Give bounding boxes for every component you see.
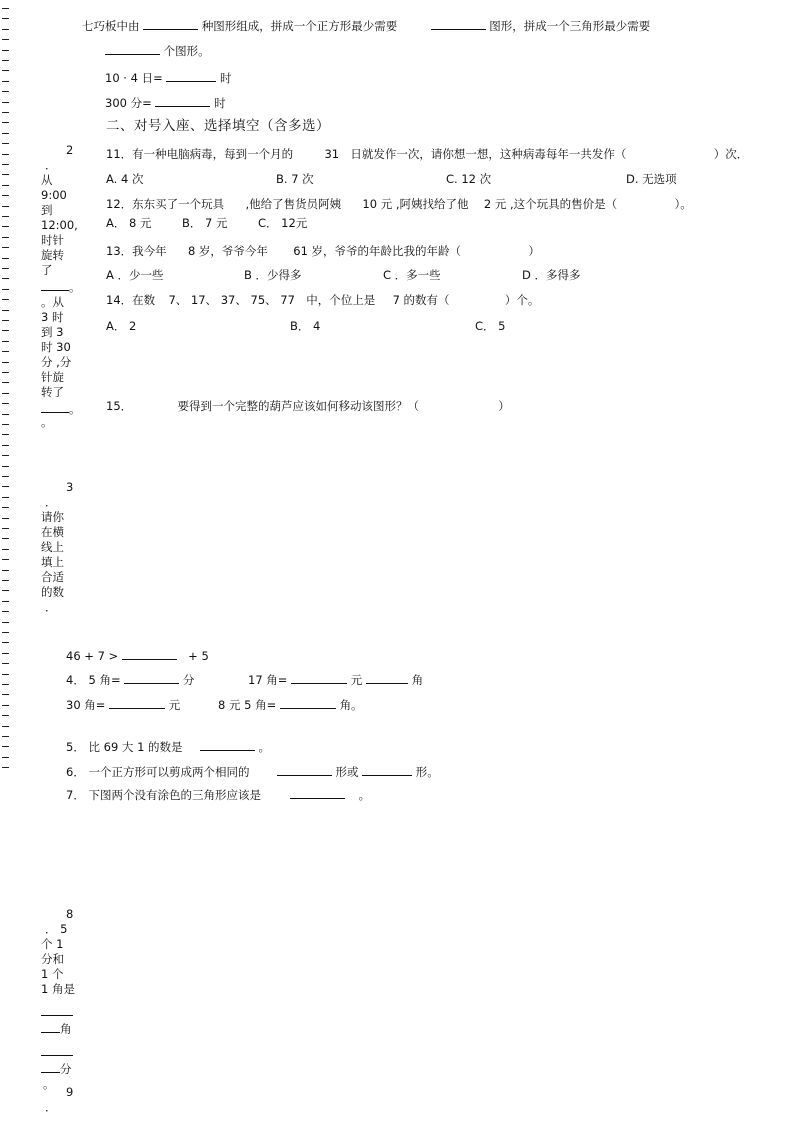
q4-text-b: 17 角=: [248, 673, 288, 687]
q14-question: [106, 293, 539, 307]
margin-dash: [2, 81, 9, 82]
margin-dash: [2, 206, 9, 207]
q3-compare: [66, 647, 209, 663]
q2-line: 。从: [41, 295, 64, 309]
q2-blank-hour: [41, 278, 81, 295]
q14-text-e: ）个。: [504, 293, 540, 307]
margin-dash: [2, 299, 9, 300]
q12-option-a[interactable]: A． 8 元: [106, 216, 152, 230]
q3-line: 填上: [41, 555, 64, 569]
q2-period: 。: [69, 280, 81, 294]
q13-text-c: 61 岁，爷爷的年龄比我的年龄（: [293, 244, 462, 258]
margin-dash: [2, 258, 9, 259]
margin-dash: [2, 91, 9, 92]
margin-dash: [2, 50, 9, 51]
q4-blank-yuan-2[interactable]: [109, 696, 165, 709]
margin-dash: [2, 122, 9, 123]
q8-fen-row: [41, 1060, 75, 1077]
margin-dash: [2, 102, 9, 103]
q5-blank[interactable]: [200, 738, 255, 751]
days-text: 10 · 4 日=: [105, 71, 163, 85]
q7-question: [66, 786, 370, 802]
margin-dash: [2, 18, 9, 19]
q2-line: 转了: [41, 385, 64, 399]
margin-dash: [2, 70, 9, 71]
q6-question: [66, 763, 439, 779]
q8-number: 8: [66, 907, 74, 921]
q4-unit-jiao: 角: [411, 673, 424, 687]
margin-dash: [2, 8, 9, 9]
q5-text: 5． 比 69 大 1 的数是: [66, 740, 183, 754]
margin-dash: [2, 414, 9, 415]
margin-dash: [2, 195, 9, 196]
q3-dot: ．: [45, 600, 57, 614]
q6-text-b: 形或: [335, 765, 359, 779]
q2-minute-blank[interactable]: [41, 400, 69, 413]
q6-blank-1[interactable]: [277, 763, 332, 776]
margin-dash: [2, 434, 9, 435]
q3-narrow-column: [41, 480, 73, 615]
q5-period: 。: [258, 740, 271, 754]
margin-dash: [2, 476, 9, 477]
tangram-text-c: 图形，拼成一个三角形最少需要: [489, 19, 651, 33]
q2-line: 3 时: [41, 310, 64, 324]
margin-dash: [2, 746, 9, 747]
q13-text-d: ）: [528, 244, 540, 258]
q14-option-b[interactable]: B． 4: [290, 319, 321, 333]
q2-line: 分 ,分: [41, 355, 72, 369]
q8-line: 1 个: [41, 967, 64, 981]
margin-dash: [2, 247, 9, 248]
q-tangram-line-2: [105, 42, 210, 58]
q8-unit-jiao: 角: [60, 1022, 72, 1036]
margin-dash: [2, 736, 9, 737]
margin-dash: [2, 466, 9, 467]
q4-jiao-to-yuan: [66, 696, 180, 712]
margin-dash: [2, 559, 9, 560]
margin-dash: [2, 330, 9, 331]
tangram-blank-3[interactable]: [105, 42, 160, 55]
margin-dash: [2, 362, 9, 363]
q11-text-b: 31: [324, 147, 340, 161]
q8-narrow-column: [41, 907, 75, 1092]
margin-dash: [2, 154, 9, 155]
q7-period: 。: [358, 788, 371, 802]
q9-number: 9: [66, 1085, 74, 1099]
margin-dash: [2, 757, 9, 758]
q14-text-c: 中，个位上是: [306, 293, 376, 307]
margin-dash: [2, 694, 9, 695]
q11-text-c: 日就发作一次，请你想一想，这种病毒每年一共发作（: [350, 147, 627, 161]
margin-dash: [2, 164, 9, 165]
margin-dash: [2, 310, 9, 311]
q4-unit-jiao-2: 角。: [339, 698, 363, 712]
q12-text-a: 12．东东买了一个玩具: [106, 197, 225, 211]
q15-question: [106, 399, 510, 413]
q4-blank-jiao-2[interactable]: [280, 696, 336, 709]
margin-dash: [2, 507, 9, 508]
margin-dash: [2, 486, 9, 487]
margin-dash: [2, 341, 9, 342]
q2-line: 。: [41, 415, 53, 429]
q8-period: 。: [43, 1077, 55, 1091]
binding-margin-dashes: [2, 0, 12, 780]
margin-dash: [2, 445, 9, 446]
q4-unit-yuan-2: 元: [168, 698, 181, 712]
margin-dash: [2, 528, 9, 529]
q8-blank-jiao-row: [41, 1003, 75, 1020]
days-blank[interactable]: [166, 69, 216, 82]
margin-dash: [2, 570, 9, 571]
q13-option-d[interactable]: D ．多得多: [522, 268, 581, 282]
q11-text-a: 11．有一种电脑病毒，每到一个月的: [106, 147, 294, 161]
q3-line: 合适: [41, 570, 64, 584]
margin-dash: [2, 632, 9, 633]
q13-question: [106, 244, 540, 258]
q6-text-a: 6． 一个正方形可以剪成两个相同的: [66, 765, 250, 779]
minutes-blank[interactable]: [155, 94, 210, 107]
section-2-title: 二、对号入座、选择填空（含多选）: [106, 118, 330, 134]
q15-text-b: ）: [498, 399, 510, 413]
q8-line: 1 角是: [41, 982, 75, 996]
q-days-hours: [105, 69, 232, 85]
q2-hour-blank[interactable]: [41, 278, 69, 291]
q4-blank-jiao[interactable]: [366, 671, 408, 684]
q15-text-a: 要得到一个完整的葫芦应该如何移动该图形？（: [177, 399, 419, 413]
margin-dash: [2, 237, 9, 238]
margin-dash: [2, 60, 9, 61]
q8-blank-jiao[interactable]: [41, 1003, 73, 1016]
q3-compare-left: 46 + 7 >: [66, 649, 119, 663]
q12-question: [106, 197, 692, 211]
q3-line: 线上: [41, 540, 64, 554]
q14-option-a[interactable]: A． 2: [106, 319, 137, 333]
margin-dash: [2, 216, 9, 217]
margin-dash: [2, 642, 9, 643]
q2-line: 了: [41, 263, 53, 277]
q8-blank-fen-tail[interactable]: [41, 1060, 60, 1073]
margin-dash: [2, 39, 9, 40]
q8-blank-fen[interactable]: [41, 1043, 73, 1056]
q2-line: 到 3: [41, 325, 64, 339]
q3-line: 的数: [41, 585, 64, 599]
q13-option-a[interactable]: A ．少一些: [106, 268, 164, 282]
margin-dash: [2, 133, 9, 134]
q2-line: 时 30: [41, 340, 71, 354]
q8-line: 分和: [41, 952, 64, 966]
margin-dash: [2, 393, 9, 394]
q12-option-c[interactable]: C． 12元: [258, 216, 308, 230]
q12-text-c: 10 元 ,阿姨找给了他: [362, 197, 469, 211]
tangram-text-d: 个图形。: [163, 44, 210, 58]
q11-question: [106, 147, 748, 161]
q4-jiao-fen: [66, 671, 194, 687]
q2-line: 针旋: [41, 370, 64, 384]
q3-line: 请你: [41, 510, 64, 524]
q-tangram-line: [82, 17, 650, 33]
q11-text-d: ）次．: [713, 147, 749, 161]
q4-yuan-to-jiao: [218, 696, 363, 712]
q12-option-b[interactable]: B． 7 元: [182, 216, 228, 230]
margin-dash: [2, 726, 9, 727]
q3-compare-blank[interactable]: [122, 647, 177, 660]
tangram-blank-1[interactable]: [143, 17, 198, 30]
tangram-text-a: 七巧板中由: [82, 19, 140, 33]
margin-dash: [2, 684, 9, 685]
margin-dash: [2, 663, 9, 664]
q14-text-d: 7 的数有（: [392, 293, 450, 307]
q12-text-b: ,他给了售货员阿姨: [245, 197, 342, 211]
margin-dash: [2, 185, 9, 186]
q15-number: 15．: [106, 399, 133, 413]
q4-text-d: 8 元 5 角=: [218, 698, 277, 712]
margin-dash: [2, 518, 9, 519]
q11-option-b[interactable]: B. 7 次: [276, 172, 314, 186]
margin-dash: [2, 674, 9, 675]
q9-dot: ．: [45, 1100, 57, 1114]
q4-text-c: 30 角=: [66, 698, 106, 712]
q4-blank-fen[interactable]: [124, 671, 179, 684]
q4-jiao-yuan: [248, 671, 423, 687]
q2-line: 12:00,: [41, 218, 78, 232]
q2-period: 。: [69, 402, 81, 416]
q13-text-b: 8 岁，爷爷今年: [187, 244, 268, 258]
q4-unit-yuan: 元: [350, 673, 363, 687]
q2-narrow-column: [41, 143, 81, 430]
margin-dash: [2, 590, 9, 591]
q2-line: 到: [41, 203, 53, 217]
margin-dash: [2, 268, 9, 269]
margin-dash: [2, 424, 9, 425]
margin-dash: [2, 351, 9, 352]
margin-dash: [2, 289, 9, 290]
margin-dash: [2, 611, 9, 612]
margin-dash: [2, 715, 9, 716]
q13-option-b[interactable]: B ．少得多: [244, 268, 302, 282]
q12-text-d: 2 元 ,这个玩具的售价是（: [483, 197, 618, 211]
margin-dash: [2, 653, 9, 654]
q8-unit-fen: 分: [60, 1062, 72, 1076]
margin-dash: [2, 580, 9, 581]
margin-dash: [2, 112, 9, 113]
margin-dash: [2, 549, 9, 550]
q14-text-b: 7、 17、 37、 75、 77: [168, 293, 295, 307]
margin-dash: [2, 320, 9, 321]
q8-blank-fen-row: [41, 1043, 75, 1060]
margin-dash: [2, 372, 9, 373]
q-minutes-hours: [105, 94, 226, 110]
q2-number: 2: [66, 143, 74, 157]
q13-option-c[interactable]: C ．多一些: [383, 268, 441, 282]
margin-dash: [2, 143, 9, 144]
q14-text-a: 14．在数: [106, 293, 156, 307]
q6-text-c: 形。: [415, 765, 439, 779]
q2-dot: ．: [45, 158, 57, 172]
margin-dash: [2, 601, 9, 602]
margin-dash: [2, 497, 9, 498]
q13-text-a: 13．我今年: [106, 244, 167, 258]
margin-dash: [2, 29, 9, 30]
q2-line: 旋转: [41, 248, 64, 262]
q8-blank-jiao-tail[interactable]: [41, 1020, 60, 1033]
minutes-unit: 时: [214, 96, 226, 110]
q4-text-a: 4． 5 角=: [66, 673, 121, 687]
margin-dash: [2, 455, 9, 456]
minutes-text: 300 分=: [105, 96, 152, 110]
q8-line: 个 1: [41, 937, 64, 951]
q3-number: 3: [66, 480, 74, 494]
q3-compare-right: + 5: [188, 649, 209, 663]
q4-unit-fen: 分: [182, 673, 195, 687]
days-unit: 时: [220, 71, 232, 85]
q12-text-e: ）。: [674, 197, 692, 211]
q11-option-c[interactable]: C. 12 次: [446, 172, 492, 186]
q11-option-d[interactable]: D. 无选项: [626, 172, 677, 186]
margin-dash: [2, 705, 9, 706]
tangram-blank-2[interactable]: [431, 17, 486, 30]
q9-narrow-column: [41, 1085, 73, 1115]
q7-blank[interactable]: [290, 786, 345, 799]
q8-line: ． 5: [45, 922, 68, 936]
margin-dash: [2, 382, 9, 383]
margin-dash: [2, 278, 9, 279]
q3-dot: ．: [45, 495, 57, 509]
q7-text: 7． 下图两个没有涂色的三角形应该是: [66, 788, 261, 802]
margin-dash: [2, 767, 9, 768]
q11-option-a[interactable]: A. 4 次: [106, 172, 144, 186]
q8-jiao-row: [41, 1020, 75, 1037]
q6-blank-2[interactable]: [362, 763, 412, 776]
q2-line: 从: [41, 173, 53, 187]
q2-line: 时针: [41, 233, 64, 247]
q2-line: 9:00: [41, 188, 67, 202]
q4-blank-yuan[interactable]: [291, 671, 347, 684]
margin-dash: [2, 226, 9, 227]
tangram-text-b: 种图形组成，拼成一个正方形最少需要: [201, 19, 398, 33]
margin-dash: [2, 403, 9, 404]
margin-dash: [2, 538, 9, 539]
q14-option-c[interactable]: C． 5: [475, 319, 506, 333]
margin-dash: [2, 622, 9, 623]
margin-dash: [2, 174, 9, 175]
q3-line: 在横: [41, 525, 64, 539]
q5-question: [66, 738, 270, 754]
